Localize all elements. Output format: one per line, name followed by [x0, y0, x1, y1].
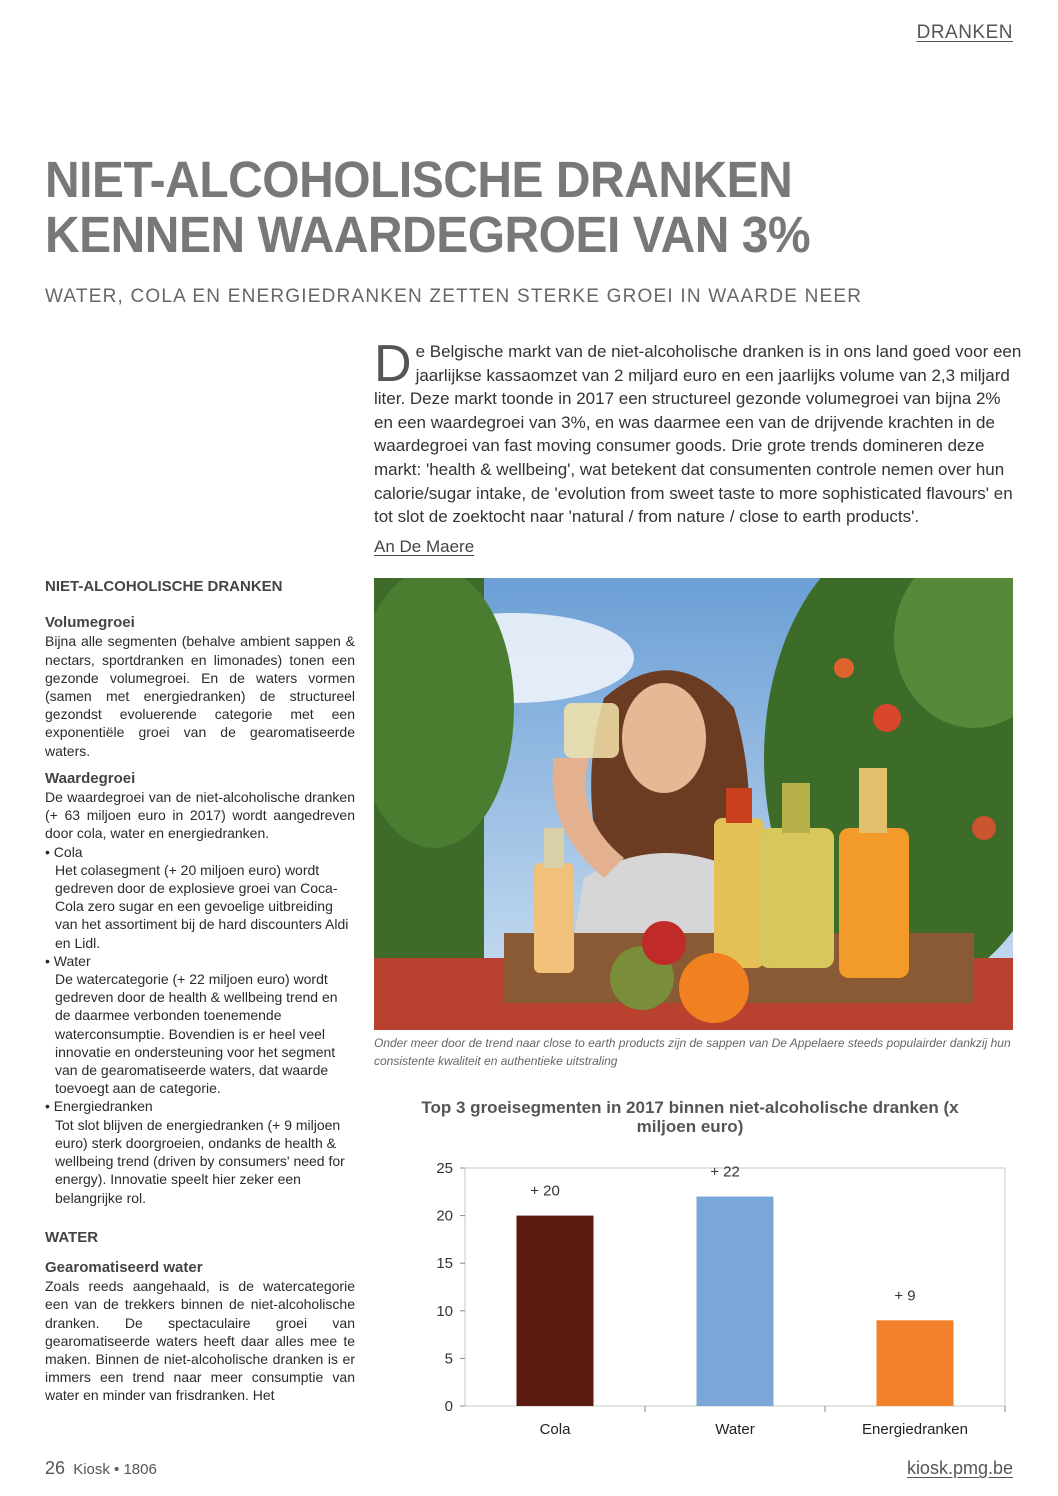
y-tick-label: 0: [444, 1398, 453, 1415]
water-title: Gearomatiseerd water: [45, 1258, 203, 1276]
y-tick-label: 25: [436, 1160, 453, 1177]
value-title: Waardegroei: [45, 769, 136, 787]
photo-illustration: [374, 578, 1013, 1030]
intro-text: e Belgische markt van de niet-alcoholische dranken is in ons land goed voor een jaarlijkse kassaomzet van 2 miljard euro en een jaarlijks volume van 2,3 miljard liter. Deze markt toonde in 2017 een structureel gezonde volumegroei van bijna 2% en een waardegroei van 3%, en was daarmee een van de drijvende krachten in de waardegroei van fast moving consumer goods. Drie grote trends domineren deze markt: 'health & wellbeing', wat betekent dat consumenten controle nemen over hun calorie/sugar intake, de 'evolution from sweet taste to more sophisticated flavours' en tot slot de zoektocht naar 'natural / from nature / close to earth products'.: [374, 342, 1022, 527]
bullet-cola-label: • Cola: [45, 843, 83, 860]
sidebar-column: [45, 578, 355, 1413]
photo-woman-drinking-juice: [374, 578, 1013, 1030]
photo-caption: Onder meer door de trend naar close to earth products zijn de sappen van De Appelaere steeds populairder dankzij hun consistente kwaliteit en authentieke uitstraling: [374, 1036, 1011, 1068]
footer-website-link[interactable]: kiosk.pmg.be: [906, 1458, 1013, 1478]
bullet-water-text: De watercategorie (+ 22 miljoen euro) wordt gedreven door de health & wellbeing trend en de daarmee verbonden toenemende waterconsumptie. Bovendien is er heel veel innovatie en ondersteuning voor het segment van de gearomatiseerde waters, dat waarde toevoegt aan de categorie.: [55, 971, 338, 1097]
sidebar-heading-water: WATER: [45, 1228, 99, 1246]
bar-layer: [517, 1197, 954, 1406]
bullet-energie-label: • Energiedranken: [45, 1098, 153, 1115]
bar-energiedranken: [877, 1320, 954, 1406]
data-label-water: + 22: [710, 1163, 740, 1181]
y-tick-label: 5: [444, 1350, 453, 1368]
headline: [45, 152, 891, 262]
water-text: Zoals reeds aangehaald, is de watercategorie een van de trekkers binnen de niet-alcoholische dranken. De spectaculaire groei van gearomatiseerde waters heeft daar alles mee te maken. Binnen de niet-alcoholische dranken is er immers een trend naar meer consumptie van water en minder van frisdranken. Het: [45, 1278, 355, 1404]
y-tick-label: 15: [436, 1255, 453, 1273]
x-tick-label-energiedranken: Energiedranken: [862, 1421, 968, 1438]
bullet-energie-text: Tot slot blijven de energiedranken (+ 9 miljoen euro) sterk doorgroeien, ondanks de health & wellbeing trend (driven by consumers' need for energy). Innovatie speelt hier zeker een belangrijke rol.: [55, 1116, 345, 1206]
chart-title: Top 3 groeisegmenten in 2017 binnen niet-alcoholische dranken (x miljoen euro): [421, 1098, 959, 1136]
dropcap: D: [374, 335, 412, 393]
intro-paragraph: [374, 335, 1024, 529]
bar-chart: [420, 1150, 1020, 1450]
footer-page-info: [45, 1458, 157, 1479]
section-tag: DRANKEN: [916, 22, 1013, 43]
x-tick-label-water: Water: [715, 1421, 755, 1438]
byline-author-link[interactable]: An De Maere: [374, 537, 475, 556]
headline-line-2: KENNEN WAARDEGROEI VAN 3%: [45, 206, 811, 263]
headline-line-1: NIET-ALCOHOLISCHE DRANKEN: [45, 151, 793, 208]
data-label-energiedranken: + 9: [894, 1287, 916, 1305]
sidebar-heading-niet-alcoholische: NIET-ALCOHOLISCHE DRANKEN: [45, 578, 283, 595]
page-number: 26: [45, 1458, 66, 1478]
bullet-cola-text: Het colasegment (+ 20 miljoen euro) wordt gedreven door de explosieve groei van Coca-Cola zero sugar en een gevoelige uitbreiding van het assortiment bij de hard discounters Aldi en Lidl.: [55, 861, 349, 951]
volume-title: Volumegroei: [45, 614, 135, 632]
value-text: De waardegroei van de niet-alcoholische dranken (+ 63 miljoen euro in 2017) wordt aangedreven door cola, water en energiedranken.: [45, 789, 355, 842]
bar-cola: [517, 1216, 594, 1406]
magazine-issue: Kiosk • 1806: [73, 1461, 157, 1478]
x-tick-label-cola: Cola: [539, 1421, 571, 1438]
bullet-water-label: • Water: [45, 952, 91, 969]
volume-text: Bijna alle segmenten (behalve ambient sappen & nectars, sportdranken en limonades) tonen een gezonde volumegroei. En de waters vormen (samen met energiedranken) de structureel gezondst evoluerende categorie met een exponentiële groei van de gearomatiseerde waters.: [45, 633, 355, 759]
data-label-cola: + 20: [530, 1182, 560, 1200]
y-tick-label: 10: [436, 1302, 453, 1320]
subheadline: WATER, COLA EN ENERGIEDRANKEN ZETTEN STERKE GROEI IN WAARDE NEER: [45, 286, 863, 307]
y-tick-label: 20: [436, 1207, 453, 1225]
bar-water: [697, 1197, 774, 1406]
